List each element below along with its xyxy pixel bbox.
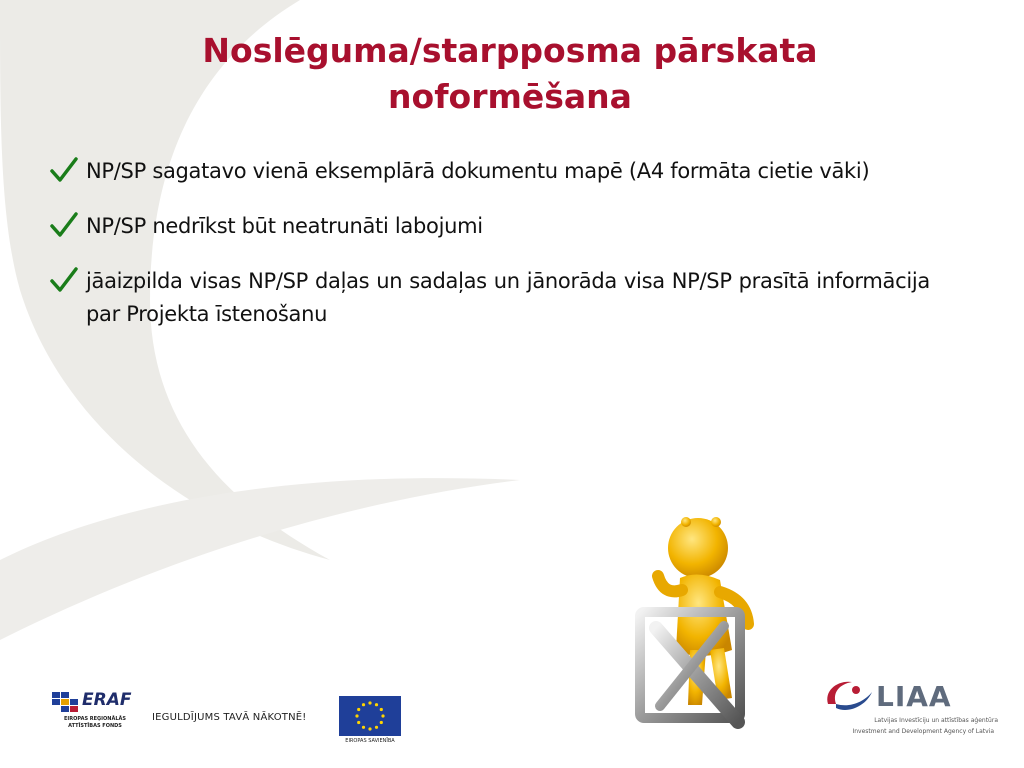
eu-logo bbox=[339, 696, 401, 748]
bullet-item bbox=[50, 155, 930, 188]
eraf-subtitle bbox=[50, 716, 140, 730]
bullet-text: jāaizpilda visas NP/SP daļas un sadaļas un jānorāda visa NP/SP prasītā informācija par Projekta īstenošanu bbox=[86, 269, 930, 326]
liaa-logo bbox=[814, 672, 1004, 752]
checkmark-icon bbox=[50, 212, 78, 238]
slogan-text: IEGULDĪJUMS TAVĀ NĀKOTNĒ! bbox=[152, 712, 307, 723]
bullet-text: NP/SP nedrīkst būt neatrunāti labojumi bbox=[86, 214, 483, 238]
bullet-item bbox=[50, 210, 930, 243]
liaa-name: LIAA bbox=[876, 680, 952, 713]
liaa-swoosh-icon bbox=[822, 676, 874, 716]
bullet-text: NP/SP sagatavo vienā eksemplārā dokumentu mapē (A4 formāta cietie vāki) bbox=[86, 159, 870, 183]
checkmark-icon bbox=[50, 157, 78, 183]
eu-flag-icon bbox=[339, 696, 401, 736]
eraf-logo bbox=[50, 690, 140, 745]
bullet-list bbox=[50, 155, 930, 353]
eraf-name: ERAF bbox=[82, 690, 132, 710]
eraf-subtitle-line1: EIROPAS REĢIONĀLĀS bbox=[64, 716, 126, 722]
liaa-subtitle-lv: Latvijas Investīciju un attīstības aģentūra bbox=[874, 717, 998, 724]
eu-label: EIROPAS SAVIENĪBA bbox=[345, 738, 395, 744]
bullet-item bbox=[50, 265, 930, 331]
slide-title: Noslēguma/starpposma pārskata noformēšana bbox=[202, 31, 818, 116]
liaa-subtitle-en: Investment and Development Agency of Latvia bbox=[852, 728, 994, 735]
eraf-squares-icon bbox=[52, 692, 80, 714]
checkmark-icon bbox=[50, 267, 78, 293]
figure-checkbox-illustration bbox=[598, 500, 808, 750]
eraf-subtitle-line2: ATTĪSTĪBAS FONDS bbox=[68, 723, 122, 729]
